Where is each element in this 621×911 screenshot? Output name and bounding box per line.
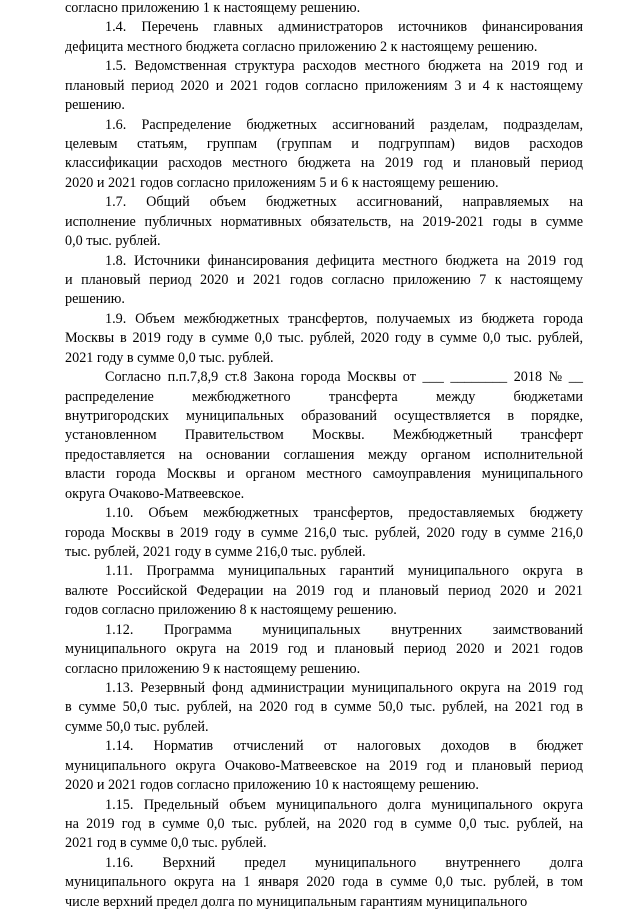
text-line-content: установленном Правительством Москвы. Межбюджетный трансферт	[65, 427, 583, 444]
text-line	[0, 388, 621, 406]
text-line	[0, 232, 621, 250]
text-line-content: города Москвы в 2019 году в сумме 216,0 тыс. рублей, 2020 году в сумме 216,0	[65, 524, 583, 541]
text-line-content: и плановый период 2020 и 2021 годов согласно приложению 7 к настоящему	[65, 272, 583, 289]
text-line	[0, 834, 621, 852]
text-line-content: 2020 и 2021 годов согласно приложениям 5 и 6 к настоящему решению.	[65, 174, 499, 191]
text-line-content: 1.16. Верхний предел муниципального внутреннего долга	[105, 854, 583, 871]
text-line	[0, 446, 621, 464]
text-line	[0, 582, 621, 600]
text-line	[0, 660, 621, 678]
text-line-content: в сумме 50,0 тыс. рублей, на 2020 год в сумме 50,0 тыс. рублей, на 2021 год в	[65, 699, 583, 716]
text-line	[0, 776, 621, 794]
text-line	[0, 815, 621, 833]
text-line-content: 1.7. Общий объем бюджетных ассигнований, направляемых на	[105, 194, 583, 211]
text-line-content: согласно приложению 1 к настоящему решению.	[65, 0, 361, 16]
text-line	[0, 368, 621, 386]
text-line-content: 2020 и 2021 годов согласно приложению 10 к настоящему решению.	[65, 777, 479, 794]
text-line-content: 1.6. Распределение бюджетных ассигнований разделам, подразделам,	[105, 116, 583, 133]
text-line	[0, 116, 621, 134]
text-line	[0, 213, 621, 231]
text-line-content: числе верхний предел долга по муниципальным гарантиям муниципального	[65, 893, 528, 910]
text-line-content: внутригородских муниципальных образований осуществляется в порядке,	[65, 408, 583, 425]
text-line	[0, 135, 621, 153]
text-line	[0, 77, 621, 95]
text-line	[0, 290, 621, 308]
text-line	[0, 38, 621, 56]
text-line	[0, 407, 621, 425]
text-line	[0, 873, 621, 891]
text-line-content: муниципального округа на 2019 год и плановый период 2020 и 2021 годов	[65, 641, 583, 658]
text-line	[0, 854, 621, 872]
text-line-content: дефицита местного бюджета согласно приложению 2 к настоящему решению.	[65, 38, 538, 55]
text-line-content: классификации расходов местного бюджета на 2019 год и плановый период	[65, 155, 583, 172]
text-line	[0, 679, 621, 697]
text-line	[0, 349, 621, 367]
text-line-content: 1.8. Источники финансирования дефицита местного бюджета на 2019 год	[105, 252, 583, 269]
text-line	[0, 640, 621, 658]
text-line	[0, 757, 621, 775]
text-line	[0, 426, 621, 444]
text-line-content: годов согласно приложению 8 к настоящему решению.	[65, 602, 397, 619]
text-line	[0, 310, 621, 328]
text-line	[0, 0, 621, 17]
text-line-content: 1.10. Объем межбюджетных трансфертов, предоставляемых бюджету	[105, 505, 583, 522]
text-line-content: 2021 году в сумме 0,0 тыс. рублей.	[65, 349, 274, 366]
text-line	[0, 718, 621, 736]
text-line-content: 1.13. Резервный фонд администрации муниципального округа на 2019 год	[105, 680, 583, 697]
text-line	[0, 796, 621, 814]
text-line-content: 1.9. Объем межбюджетных трансфертов, получаемых из бюджета города	[105, 310, 583, 327]
text-line-content: власти города Москвы и органом местного самоуправления муниципального	[65, 466, 583, 483]
text-line	[0, 271, 621, 289]
text-line	[0, 193, 621, 211]
text-line-content: 1.14. Норматив отчислений от налоговых доходов в бюджет	[105, 738, 583, 755]
text-line-content: решению.	[65, 291, 125, 308]
text-line-content: согласно приложению 9 к настоящему решению.	[65, 660, 361, 677]
text-line-content: целевым статьям, группам (группам и подгруппам) видов расходов	[65, 136, 583, 152]
text-line	[0, 154, 621, 172]
text-line-content: 1.12. Программа муниципальных внутренних заимствований	[105, 621, 583, 638]
text-line-content: распределение межбюджетного трансферта между бюджетами	[65, 388, 583, 405]
text-line-content: предоставляется на основании соглашения между органом исполнительной	[65, 446, 583, 463]
text-line	[0, 252, 621, 270]
text-line	[0, 543, 621, 561]
text-line	[0, 504, 621, 522]
text-line-content: плановый период 2020 и 2021 годов согласно приложениям 3 и 4 к настоящему	[65, 77, 583, 94]
text-line-content: 1.15. Предельный объем муниципального долга муниципального округа	[105, 796, 583, 813]
text-line-content: тыс. рублей, 2021 году в сумме 216,0 тыс. рублей.	[65, 544, 366, 561]
text-line	[0, 893, 621, 911]
text-line	[0, 329, 621, 347]
text-line-content: 1.11. Программа муниципальных гарантий муниципального округа в	[105, 563, 583, 580]
text-line	[0, 737, 621, 755]
text-line	[0, 18, 621, 36]
text-line	[0, 96, 621, 114]
text-line-content: 1.5. Ведомственная структура расходов местного бюджета на 2019 год и	[105, 58, 583, 75]
text-line-content: на 2019 год в сумме 0,0 тыс. рублей, на 2020 год в сумме 0,0 тыс. рублей, на	[65, 816, 583, 833]
text-line	[0, 465, 621, 483]
text-line-content: валюте Российской Федерации на 2019 год и плановый период 2020 и 2021	[65, 582, 583, 599]
text-line-content: округа Очаково-Матвеевское.	[65, 485, 245, 502]
text-line	[0, 174, 621, 192]
text-line-content: муниципального округа Очаково-Матвеевское на 2019 год и плановый период	[65, 757, 583, 774]
text-line-content: 1.4. Перечень главных администраторов источников финансирования	[105, 19, 583, 36]
text-line	[0, 698, 621, 716]
text-line-content: 2021 год в сумме 0,0 тыс. рублей.	[65, 835, 267, 852]
text-line-content: решению.	[65, 97, 125, 114]
text-line-content: Согласно п.п.7,8,9 ст.8 Закона города Москвы от ___ ________ 2018 № __	[105, 369, 583, 386]
text-line-content: сумме 50,0 тыс. рублей.	[65, 718, 209, 735]
text-line	[0, 601, 621, 619]
text-line-content: Москвы в 2019 году в сумме 0,0 тыс. рублей, 2020 году в сумме 0,0 тыс. рублей,	[65, 330, 583, 347]
text-line-content: исполнение публичных нормативных обязательств, на 2019-2021 годы в сумме	[65, 213, 583, 230]
text-line	[0, 621, 621, 639]
text-line-content: 0,0 тыс. рублей.	[65, 233, 161, 250]
text-line	[0, 562, 621, 580]
text-line	[0, 57, 621, 75]
text-line-content: муниципального округа на 1 января 2020 года в сумме 0,0 тыс. рублей, в том	[65, 874, 583, 891]
text-line	[0, 524, 621, 542]
text-line	[0, 485, 621, 503]
